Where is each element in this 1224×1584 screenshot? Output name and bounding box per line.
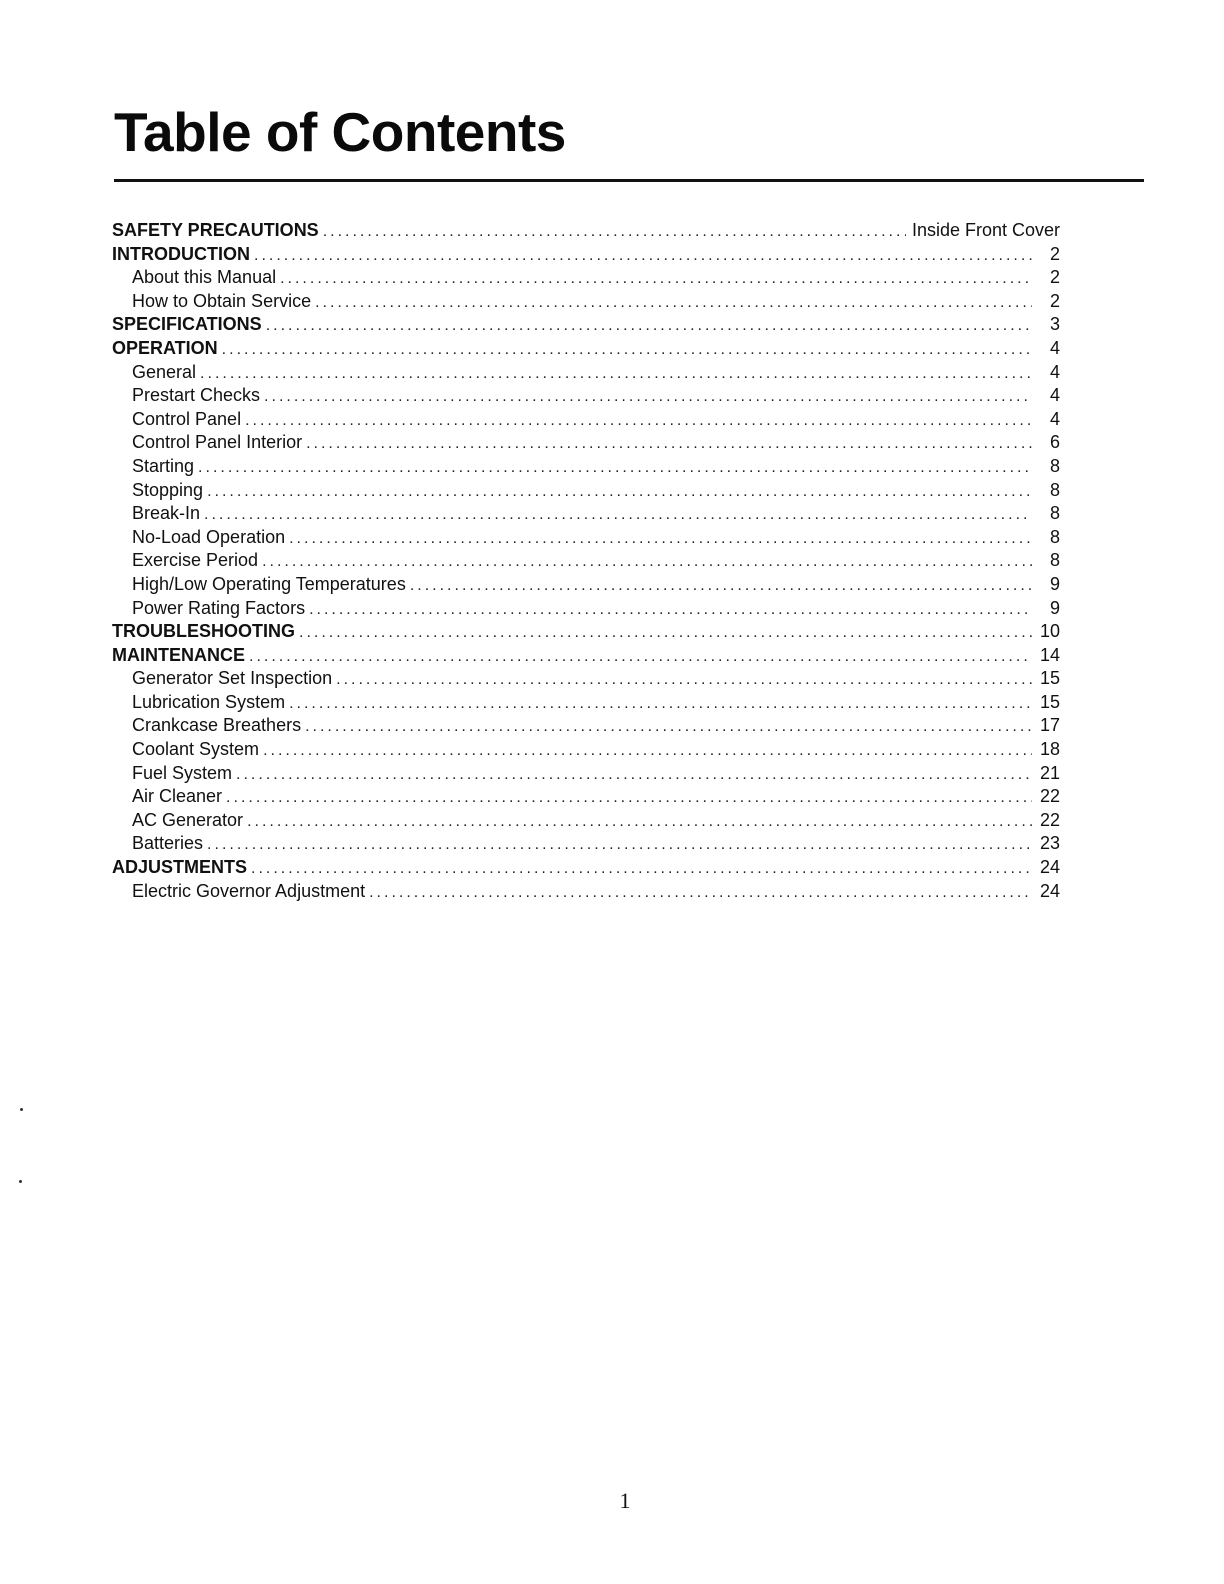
toc-entry-page: 15 bbox=[1039, 668, 1060, 689]
toc-entry[interactable] bbox=[112, 526, 1060, 550]
toc-entry[interactable] bbox=[112, 479, 1060, 503]
toc-entry-label: Coolant System bbox=[132, 739, 260, 760]
toc-entry-label: Power Rating Factors bbox=[132, 597, 306, 618]
toc-entry[interactable] bbox=[112, 243, 1060, 267]
toc-entry-page: 22 bbox=[1039, 809, 1060, 830]
toc-dot-leader bbox=[222, 338, 1032, 362]
toc-dot-leader bbox=[369, 881, 1032, 905]
page-title: Table of Contents bbox=[114, 101, 566, 163]
toc-entry[interactable] bbox=[112, 313, 1060, 337]
toc-dot-leader bbox=[236, 763, 1032, 787]
toc-entry[interactable] bbox=[112, 856, 1060, 880]
table-of-contents bbox=[112, 219, 1060, 903]
toc-entry-label: Generator Set Inspection bbox=[132, 668, 333, 689]
toc-entry[interactable] bbox=[112, 644, 1060, 668]
toc-entry[interactable] bbox=[112, 219, 1060, 243]
toc-entry-label: ADJUSTMENTS bbox=[112, 857, 248, 878]
toc-entry-label: Crankcase Breathers bbox=[132, 715, 302, 736]
toc-entry-page: 18 bbox=[1039, 739, 1060, 760]
toc-entry-page: 8 bbox=[1049, 526, 1060, 547]
toc-dot-leader bbox=[280, 267, 1032, 291]
toc-entry[interactable] bbox=[112, 880, 1060, 904]
toc-entry[interactable] bbox=[112, 266, 1060, 290]
toc-dot-leader bbox=[315, 291, 1032, 315]
toc-entry-label: Stopping bbox=[132, 479, 204, 500]
title-divider bbox=[114, 179, 1144, 182]
toc-dot-leader bbox=[306, 432, 1032, 456]
toc-dot-leader bbox=[262, 550, 1032, 574]
toc-entry-page: 8 bbox=[1049, 479, 1060, 500]
scan-speck bbox=[19, 1180, 22, 1183]
toc-dot-leader bbox=[289, 692, 1032, 716]
toc-entry-page: 3 bbox=[1049, 314, 1060, 335]
toc-entry[interactable] bbox=[112, 809, 1060, 833]
toc-entry-page: 2 bbox=[1049, 267, 1060, 288]
toc-dot-leader bbox=[263, 739, 1032, 763]
toc-entry-label: INTRODUCTION bbox=[112, 243, 250, 264]
toc-entry-label: About this Manual bbox=[132, 267, 277, 288]
toc-entry[interactable] bbox=[112, 408, 1060, 432]
toc-dot-leader bbox=[247, 810, 1032, 834]
toc-entry[interactable] bbox=[112, 290, 1060, 314]
toc-entry[interactable] bbox=[112, 738, 1060, 762]
toc-entry-label: Batteries bbox=[132, 833, 204, 854]
toc-entry-page: 24 bbox=[1039, 880, 1060, 901]
toc-dot-leader bbox=[198, 456, 1032, 480]
toc-dot-leader bbox=[336, 668, 1032, 692]
toc-entry[interactable] bbox=[112, 337, 1060, 361]
toc-entry[interactable] bbox=[112, 785, 1060, 809]
toc-dot-leader bbox=[245, 409, 1032, 433]
toc-entry[interactable] bbox=[112, 573, 1060, 597]
toc-entry-page: 21 bbox=[1039, 762, 1060, 783]
toc-dot-leader bbox=[299, 621, 1032, 645]
toc-entry-page: 4 bbox=[1049, 361, 1060, 382]
toc-entry[interactable] bbox=[112, 832, 1060, 856]
toc-entry[interactable] bbox=[112, 431, 1060, 455]
toc-dot-leader bbox=[323, 220, 906, 244]
scan-speck bbox=[20, 1108, 23, 1111]
toc-entry-page: 15 bbox=[1039, 691, 1060, 712]
toc-entry-label: General bbox=[132, 361, 197, 382]
toc-entry-label: Control Panel Interior bbox=[132, 432, 303, 453]
toc-dot-leader bbox=[305, 715, 1032, 739]
toc-entry-label: Air Cleaner bbox=[132, 786, 223, 807]
toc-entry-page: 4 bbox=[1049, 408, 1060, 429]
toc-entry-label: High/Low Operating Temperatures bbox=[132, 573, 406, 594]
toc-entry[interactable] bbox=[112, 667, 1060, 691]
toc-dot-leader bbox=[200, 362, 1032, 386]
toc-entry-page: 8 bbox=[1049, 455, 1060, 476]
toc-dot-leader bbox=[264, 385, 1032, 409]
toc-dot-leader bbox=[249, 645, 1032, 669]
toc-entry[interactable] bbox=[112, 620, 1060, 644]
toc-entry-page: 9 bbox=[1049, 573, 1060, 594]
toc-entry-page: 22 bbox=[1039, 786, 1060, 807]
toc-dot-leader bbox=[207, 833, 1032, 857]
toc-dot-leader bbox=[251, 857, 1032, 881]
toc-entry-page: 2 bbox=[1049, 290, 1060, 311]
toc-entry-label: Electric Governor Adjustment bbox=[132, 880, 366, 901]
toc-dot-leader bbox=[410, 574, 1032, 598]
toc-entry[interactable] bbox=[112, 762, 1060, 786]
toc-entry-page: Inside Front Cover bbox=[911, 220, 1060, 240]
toc-dot-leader bbox=[266, 314, 1032, 338]
toc-entry-page: 8 bbox=[1049, 503, 1060, 524]
toc-entry-page: 4 bbox=[1049, 337, 1060, 358]
toc-entry-page: 23 bbox=[1039, 833, 1060, 854]
toc-entry-page: 17 bbox=[1039, 715, 1060, 736]
toc-dot-leader bbox=[289, 527, 1032, 551]
toc-dot-leader bbox=[207, 480, 1032, 504]
toc-entry-label: Exercise Period bbox=[132, 550, 259, 571]
toc-entry[interactable] bbox=[112, 361, 1060, 385]
toc-entry-label: TROUBLESHOOTING bbox=[112, 621, 295, 642]
toc-entry-label: Control Panel bbox=[132, 408, 242, 429]
toc-entry[interactable] bbox=[112, 502, 1060, 526]
toc-entry-label: Prestart Checks bbox=[132, 385, 261, 406]
page-number: 1 bbox=[619, 1488, 631, 1513]
toc-entry[interactable] bbox=[112, 549, 1060, 573]
toc-entry-label: SAFETY PRECAUTIONS bbox=[112, 220, 319, 240]
toc-entry[interactable] bbox=[112, 714, 1060, 738]
toc-entry-page: 10 bbox=[1039, 621, 1060, 642]
toc-entry-page: 24 bbox=[1039, 857, 1060, 878]
toc-entry-label: Fuel System bbox=[132, 762, 233, 783]
toc-entry-label: How to Obtain Service bbox=[132, 290, 312, 311]
toc-entry[interactable] bbox=[112, 455, 1060, 479]
toc-entry-label: AC Generator bbox=[132, 809, 244, 830]
toc-entry[interactable] bbox=[112, 691, 1060, 715]
toc-entry-label: OPERATION bbox=[112, 337, 218, 358]
toc-entry-label: Break-In bbox=[132, 503, 201, 524]
toc-dot-leader bbox=[254, 244, 1032, 268]
toc-entry-page: 2 bbox=[1049, 243, 1060, 264]
toc-dot-leader bbox=[226, 786, 1032, 810]
toc-entry-label: SPECIFICATIONS bbox=[112, 314, 262, 335]
toc-entry-label: No-Load Operation bbox=[132, 526, 286, 547]
toc-entry-page: 9 bbox=[1049, 597, 1060, 618]
toc-entry-label: Lubrication System bbox=[132, 691, 286, 712]
toc-entry[interactable] bbox=[112, 597, 1060, 621]
toc-entry-page: 6 bbox=[1049, 432, 1060, 453]
toc-entry[interactable] bbox=[112, 384, 1060, 408]
toc-dot-leader bbox=[309, 598, 1032, 622]
toc-entry-label: Starting bbox=[132, 455, 195, 476]
toc-entry-page: 8 bbox=[1049, 550, 1060, 571]
toc-entry-page: 4 bbox=[1049, 385, 1060, 406]
toc-entry-label: MAINTENANCE bbox=[112, 644, 245, 665]
toc-dot-leader bbox=[204, 503, 1032, 527]
toc-entry-page: 14 bbox=[1039, 644, 1060, 665]
